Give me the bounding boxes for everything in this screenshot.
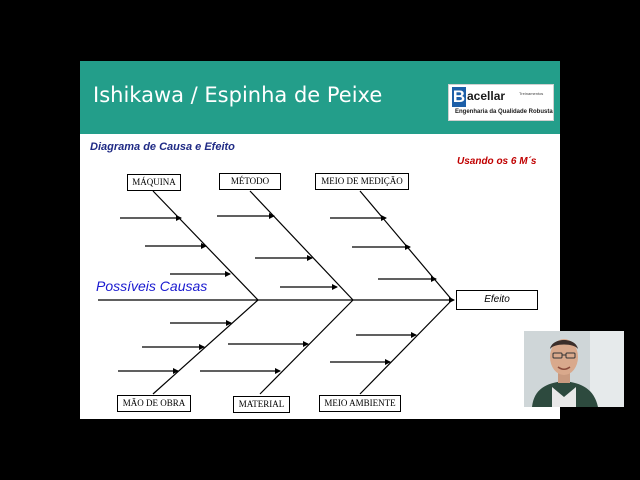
category-maquina: MÁQUINA <box>127 174 181 191</box>
category-mao-de-obra: MÃO DE OBRA <box>117 395 191 412</box>
logo-name: acellar <box>467 89 506 103</box>
presentation-slide <box>80 61 560 419</box>
effect-box: Efeito <box>456 290 538 310</box>
bone-metodo <box>250 191 353 300</box>
bone-meio-ambiente <box>360 300 452 394</box>
fishbone-diagram <box>80 61 560 419</box>
method-note: Usando os 6 M´s <box>457 156 537 167</box>
category-meio-ambiente: MEIO AMBIENTE <box>319 395 401 412</box>
webcam-video <box>524 331 624 407</box>
category-metodo: MÉTODO <box>219 173 281 190</box>
bone-material <box>260 300 353 394</box>
logo-subtitle: Engenharia da Qualidade Robusta <box>455 109 553 115</box>
logo-letter: B <box>452 87 466 106</box>
bone-meio-medicao <box>360 191 452 300</box>
slide-title: Ishikawa / Espinha de Peixe <box>93 83 383 107</box>
diagram-label: Diagrama de Causa e Efeito <box>90 141 235 153</box>
possible-causes-label: Possíveis Causas <box>96 278 208 294</box>
logo-tagline: Treinamentos <box>519 91 544 96</box>
category-material: MATERIAL <box>233 396 290 413</box>
category-meio-de-medicao: MEIO DE MEDIÇÃO <box>315 173 409 190</box>
